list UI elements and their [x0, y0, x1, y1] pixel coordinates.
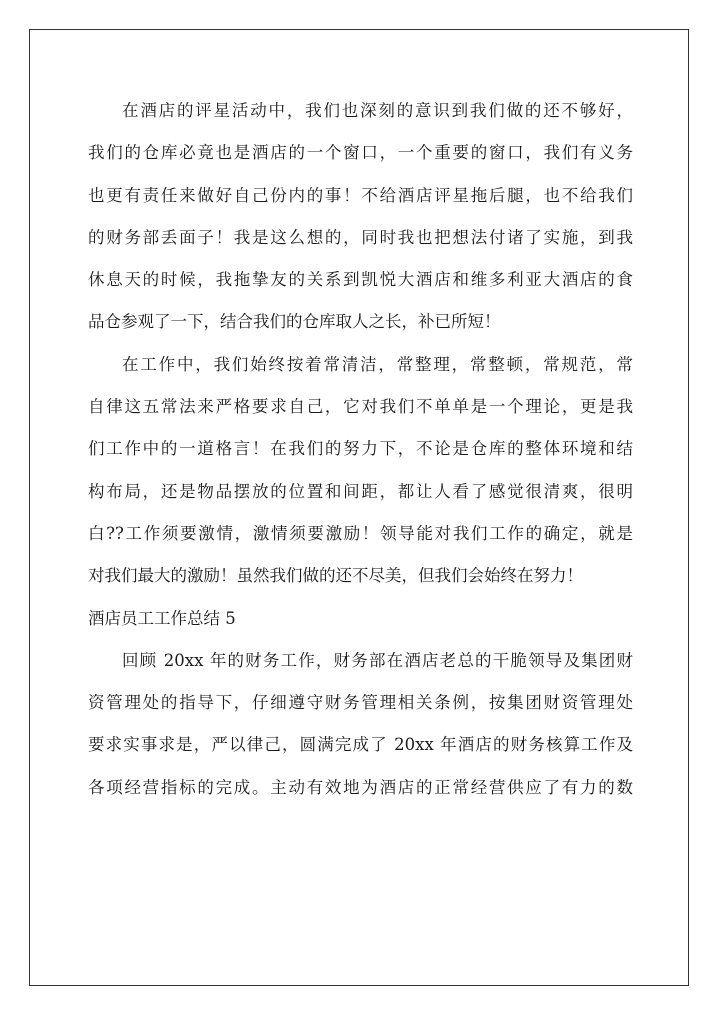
text-line: 我们的仓库必竟也是酒店的一个窗口，一个重要的窗口，我们有义务 — [88, 143, 633, 163]
text-line: 在酒店的评星活动中，我们也深刻的意识到我们做的还不够好， — [122, 101, 633, 120]
paragraph-2 — [88, 350, 633, 604]
text-line: 品仓参观了一下，结合我们的仓库取人之长，补已所短！ — [88, 312, 501, 332]
text-line: 白??工作须要激情，激情须要激励！领导能对我们工作的确定，就是 — [88, 523, 633, 543]
text-line: 在工作中，我们始终按着常清洁，常整理，常整顿，常规范，常 — [122, 354, 633, 374]
text-line: 也更有责任来做好自己份内的事！不给酒店评星拖后腿，也不给我们 — [88, 185, 633, 205]
text-line: 资管理处的指导下，仔细遵守财务管理相关条例，按集团财资管理处 — [88, 693, 633, 713]
text-line: 休息天的时候，我拖挚友的关系到凯悦大酒店和维多利亚大酒店的食 — [88, 270, 633, 290]
text-line: 回顾 20xx 年的财务工作，财务部在酒店老总的干脆领导及集团财 — [122, 650, 633, 670]
text-line: 各项经营指标的完成。主动有效地为酒店的正常经营供应了有力的数 — [88, 777, 633, 797]
text-line: 们工作中的一道格言！在我们的努力下，不论是仓库的整体环境和结 — [88, 439, 633, 459]
text-line: 自律这五常法来严格要求自己，它对我们不单单是一个理论，更是我 — [88, 397, 633, 417]
document-body — [88, 96, 633, 815]
paragraph-3 — [88, 646, 633, 815]
section-heading: 酒店员工工作总结 5 — [88, 608, 236, 628]
paragraph-1 — [88, 96, 633, 350]
text-line: 要求实事求是，严以律己，圆满完成了 20xx 年酒店的财务核算工作及 — [88, 735, 633, 755]
text-line: 的财务部丢面子！我是这么想的，同时我也把想法付诸了实施，到我 — [88, 227, 633, 247]
text-line: 对我们最大的激励！虽然我们做的还不尽美，但我们会始终在努力！ — [88, 566, 583, 586]
text-line: 构布局，还是物品摆放的位置和间距，都让人看了感觉很清爽，很明 — [88, 481, 633, 501]
